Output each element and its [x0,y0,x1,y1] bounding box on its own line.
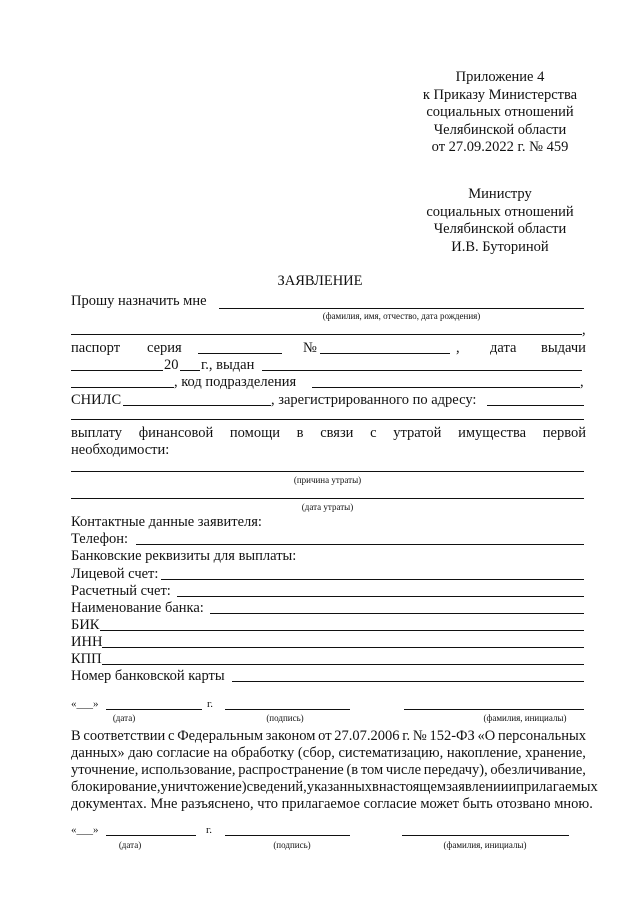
payment-word: утратой [393,425,442,441]
consent-word: сведений, [246,779,307,795]
consent-word: накопление, [446,745,522,761]
sig2-date-open: «___» [71,824,99,836]
addressee-block [400,186,600,256]
payment-word: финансовой [138,425,214,441]
payment-word: в [296,425,304,441]
consent-line [71,779,598,796]
appendix-line: от 27.09.2022 г. № 459 [431,139,569,155]
consent-word: указанных [306,779,372,795]
sig2-date-field[interactable] [106,835,196,836]
passport-series-field[interactable] [198,353,282,354]
consent-word: (в [346,762,359,778]
phone-field[interactable] [136,544,584,545]
consent-word: уточнение, [71,762,139,778]
loss-date-hint: (дата утраты) [301,502,354,512]
issued-by-field[interactable] [262,370,582,371]
consent-word: от [318,728,332,744]
payment-word: помощи [229,425,281,441]
sig2-year-suffix: г. [206,824,213,836]
consent-word: согласие [156,745,210,761]
consent-word: персональных [497,728,586,744]
issued-by-field-2[interactable] [71,387,174,388]
sig1-signature-hint: (подпись) [266,713,304,723]
loss-reason-hint: (причина утраты) [293,475,362,485]
consent-line [71,762,586,779]
phone-label: Телефон: [71,531,129,547]
sig1-date-open: «___» [71,698,99,710]
consent-word: с [168,728,175,744]
kpp-label: КПП [71,651,102,667]
card-label: Номер банковской карты [71,668,225,684]
request-hint: (фамилия, имя, отчество, дата рождения) [322,311,481,321]
sig2-name-hint: (фамилия, инициалы) [443,840,527,850]
passport-label: паспорт [71,340,121,356]
division-code-field[interactable] [312,387,580,388]
consent-word: использование, [141,762,236,778]
addressee-line: социальных отношений [426,203,574,220]
issue-date-field[interactable] [71,370,163,371]
consent-word: даю [128,745,153,761]
bank-name-label: Наименование банка: [71,600,204,616]
snils-field[interactable] [123,405,271,406]
request-name-field-2[interactable] [71,334,582,335]
year-prefix: 20 [164,357,179,373]
consent-word: заявлении [446,779,509,795]
consent-line [71,728,586,745]
consent-line-last: документах. Мне разъяснено, что прилагаемое согласие может быть отозвано мною. [71,796,593,812]
document-title: ЗАЯВЛЕНИЕ [277,273,363,289]
inn-label: ИНН [71,634,103,650]
consent-word: том [360,762,384,778]
division-code-label: , код подразделения [174,374,297,390]
consent-word: 27.07.2006 [334,728,400,744]
appendix-line: социальных отношений [426,104,574,120]
bank-details-label: Банковские реквизиты для выплаты: [71,548,297,564]
snils-label: СНИЛС [71,392,122,408]
consent-word: систематизацию, [338,745,444,761]
consent-word: данных» [71,745,125,761]
settlement-account-field[interactable] [177,596,584,597]
sig2-signature-field[interactable] [225,835,350,836]
sig1-signature-field[interactable] [225,709,350,710]
loss-date-field[interactable] [71,498,584,499]
issued-by-label: г., выдан [201,357,255,373]
consent-word: хранение, [525,745,586,761]
consent-word: на [213,745,228,761]
payment-word: связи [320,425,354,441]
consent-word: настоящем [378,779,447,795]
consent-word: в [372,779,379,795]
appendix-line: Приложение 4 [455,69,545,85]
card-field[interactable] [232,681,584,682]
bank-name-field[interactable] [210,613,584,614]
issue-year-field[interactable] [180,370,200,371]
payment-word: с [370,425,377,441]
consent-word: законом [265,728,316,744]
consent-word: блокирование, [71,779,161,795]
payment-text-line1 [71,425,586,442]
issue-date-label: дата [490,340,517,356]
addressee-line: И.В. Буториной [451,238,549,255]
consent-word: прилагаемых [516,779,598,795]
consent-word: г. [402,728,411,744]
request-label: Прошу назначить мне [71,293,207,309]
passport-number-field[interactable] [320,353,450,354]
consent-word: обработку [231,745,295,761]
contact-label: Контактные данные заявителя: [71,514,262,530]
personal-account-field[interactable] [161,579,584,580]
consent-word: «О [477,728,496,744]
sig1-year-suffix: г. [207,698,214,710]
consent-word: № [412,728,427,744]
personal-account-label: Лицевой счет: [71,566,159,582]
address-field[interactable] [487,405,584,406]
comma: , [456,340,460,356]
payment-word: выплату [71,425,123,441]
consent-word: 152-ФЗ [429,728,475,744]
consent-word: обезличивание, [490,762,586,778]
sig1-name-field[interactable] [404,709,584,710]
consent-word: Федеральным [177,728,264,744]
registered-label: , зарегистрированного по адресу: [271,392,477,408]
kpp-field[interactable] [102,664,584,665]
address-field-2[interactable] [71,419,584,420]
consent-word: В [71,728,81,744]
series-label: серия [147,340,182,356]
payment-text-line2: необходимости: [71,442,170,458]
consent-word: (сбор, [297,745,335,761]
sig1-date-hint: (дата) [112,713,136,723]
consent-word: передачу), [423,762,488,778]
appendix-line: к Приказу Министерства [422,86,578,103]
addressee-line: Челябинской области [433,221,567,237]
comma: , [582,322,586,338]
appendix-header [400,69,600,157]
consent-word: числе [385,762,422,778]
sig1-name-hint: (фамилия, инициалы) [483,713,567,723]
consent-word: уничтожение) [160,779,247,795]
settlement-account-label: Расчетный счет: [71,583,171,599]
sig1-date-field[interactable] [106,709,202,710]
number-sign: № [303,340,317,356]
payment-word: первой [542,425,586,441]
inn-field[interactable] [102,647,584,648]
payment-word: имущества [458,425,527,441]
consent-word: и [508,779,517,795]
consent-word: соответствии [83,728,166,744]
bik-label: БИК [71,617,100,633]
bik-field[interactable] [100,630,584,631]
issue-word: выдачи [541,340,586,356]
consent-word: распространение [238,762,344,778]
appendix-line: Челябинской области [433,121,567,138]
loss-reason-field[interactable] [71,471,584,472]
sig2-date-hint: (дата) [118,840,142,850]
sig2-name-field[interactable] [402,835,569,836]
addressee-line: Министру [468,186,532,202]
request-name-field[interactable] [219,308,584,309]
consent-line [71,745,586,762]
sig2-signature-hint: (подпись) [273,840,311,850]
comma: , [580,374,584,390]
